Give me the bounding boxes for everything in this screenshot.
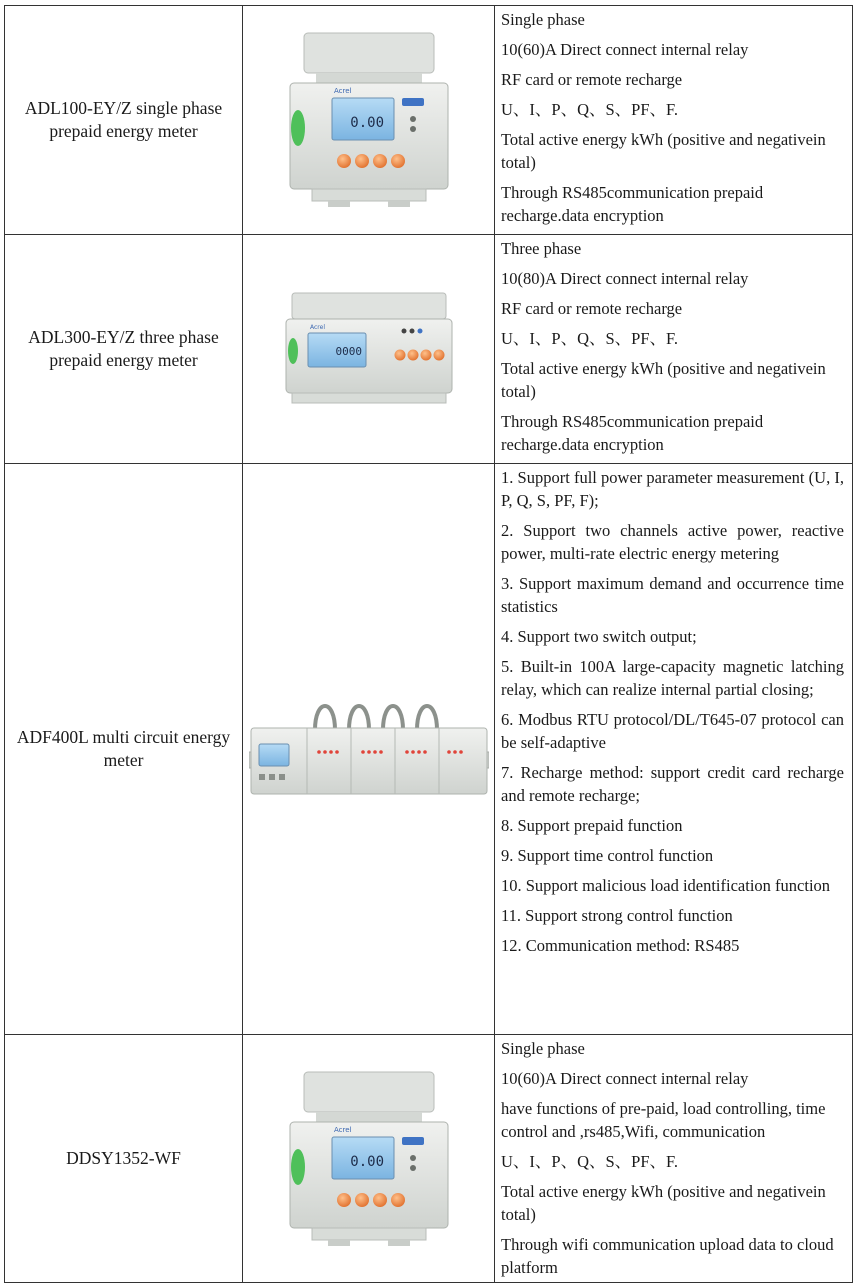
product-spec-table <box>4 5 853 1283</box>
spec-line: Total active energy kWh (positive and negativein total) <box>501 130 826 172</box>
product-name-cell <box>5 1035 243 1283</box>
spec-line: 7. Recharge method: support credit card recharge and remote recharge; <box>501 763 844 805</box>
spec-line: Three phase <box>501 239 582 258</box>
spec-line: 8. Support prepaid function <box>501 816 683 835</box>
lcd-readout: 0.00 <box>349 115 384 131</box>
spec-line: 5. Built-in 100A large-capacity magnetic latching relay, which can realize internal partial closing; <box>501 657 844 699</box>
spec-line: 3. Support maximum demand and occurrence time statistics <box>501 574 844 616</box>
product-spec-cell <box>495 464 853 1035</box>
wifi-meter-image <box>284 1064 454 1254</box>
meter-button-icon <box>420 350 431 361</box>
spec-line: RF card or remote recharge <box>501 299 683 318</box>
spec-line: U、I、P、Q、S、PF、F. <box>501 1152 679 1171</box>
spec-line: 1. Support full power parameter measurement (U, I, P, Q, S, PF, F); <box>501 468 844 510</box>
green-seal-icon <box>291 110 305 146</box>
three-phase-meter-image <box>284 289 454 409</box>
spec-line: RF card or remote recharge <box>501 70 683 89</box>
product-image-cell <box>243 6 495 235</box>
meter-button-icon <box>337 1193 351 1207</box>
table-row <box>5 235 853 464</box>
green-seal-icon <box>291 1149 305 1185</box>
spec-line: Total active energy kWh (positive and negativein total) <box>501 1182 826 1224</box>
meter-button-icon <box>373 154 387 168</box>
spec-line: 11. Support strong control function <box>501 906 733 925</box>
meter-button-icon <box>373 1193 387 1207</box>
product-image-cell <box>243 464 495 1035</box>
spec-line: Through RS485communication prepaid recharge.data encryption <box>501 412 764 454</box>
table-row <box>5 6 853 235</box>
brand-logo: Acrel <box>333 87 351 95</box>
spec-line: Total active energy kWh (positive and negativein total) <box>501 359 826 401</box>
spec-line: 10(80)A Direct connect internal relay <box>501 269 749 288</box>
spec-line: Single phase <box>501 1039 585 1058</box>
meter-button-icon <box>355 154 369 168</box>
product-name: DDSY1352-WF <box>66 1148 181 1168</box>
product-name-cell <box>5 6 243 235</box>
spec-line: U、I、P、Q、S、PF、F. <box>501 329 679 348</box>
brand-logo: Acrel <box>309 324 325 331</box>
product-name: ADF400L multi circuit energy meter <box>16 727 231 770</box>
green-seal-icon <box>288 338 298 364</box>
table-row <box>5 464 853 1035</box>
brand-logo: Acrel <box>333 1125 351 1134</box>
meter-button-icon <box>394 350 405 361</box>
product-spec-cell <box>495 1035 853 1283</box>
product-name: ADL100-EY/Z single phase prepaid energy meter <box>24 98 223 141</box>
spec-line: Single phase <box>501 10 585 29</box>
product-image-cell <box>243 235 495 464</box>
spec-line: Through wifi communication upload data to cloud platform <box>501 1235 834 1277</box>
meter-button-icon <box>433 350 444 361</box>
meter-button-icon <box>391 154 405 168</box>
product-name-cell <box>5 464 243 1035</box>
spec-line: 12. Communication method: RS485 <box>501 936 740 955</box>
spec-line: 2. Support two channels active power, reactive power, multi-rate electric energy metering <box>501 521 844 563</box>
meter-button-icon <box>391 1193 405 1207</box>
spec-line: 4. Support two switch output; <box>501 627 697 646</box>
meter-button-icon <box>355 1193 369 1207</box>
single-phase-meter-image <box>284 25 454 215</box>
spec-line: 10. Support malicious load identification function <box>501 876 831 895</box>
spec-line: 9. Support time control function <box>501 846 714 865</box>
spec-line: 10(60)A Direct connect internal relay <box>501 40 749 59</box>
multi-circuit-meter-image <box>249 694 489 804</box>
spec-line: 6. Modbus RTU protocol/DL/T645-07 protocol can be self-adaptive <box>501 710 844 752</box>
lcd-display <box>259 744 289 766</box>
product-name: ADL300-EY/Z three phase prepaid energy meter <box>28 327 219 370</box>
product-name-cell <box>5 235 243 464</box>
spec-line: have functions of pre-paid, load controlling, time control and ,rs485,Wifi, communication <box>501 1099 826 1141</box>
product-image-cell <box>243 1035 495 1283</box>
table-row <box>5 1035 853 1283</box>
lcd-readout: 0.00 <box>349 1153 384 1170</box>
lcd-readout: 0000 <box>335 345 362 358</box>
spec-line: Through RS485communication prepaid recharge.data encryption <box>501 183 764 225</box>
spec-line: 10(60)A Direct connect internal relay <box>501 1069 749 1088</box>
product-spec-cell <box>495 6 853 235</box>
meter-button-icon <box>337 154 351 168</box>
meter-button-icon <box>407 350 418 361</box>
product-spec-cell <box>495 235 853 464</box>
spec-line: U、I、P、Q、S、PF、F. <box>501 100 679 119</box>
